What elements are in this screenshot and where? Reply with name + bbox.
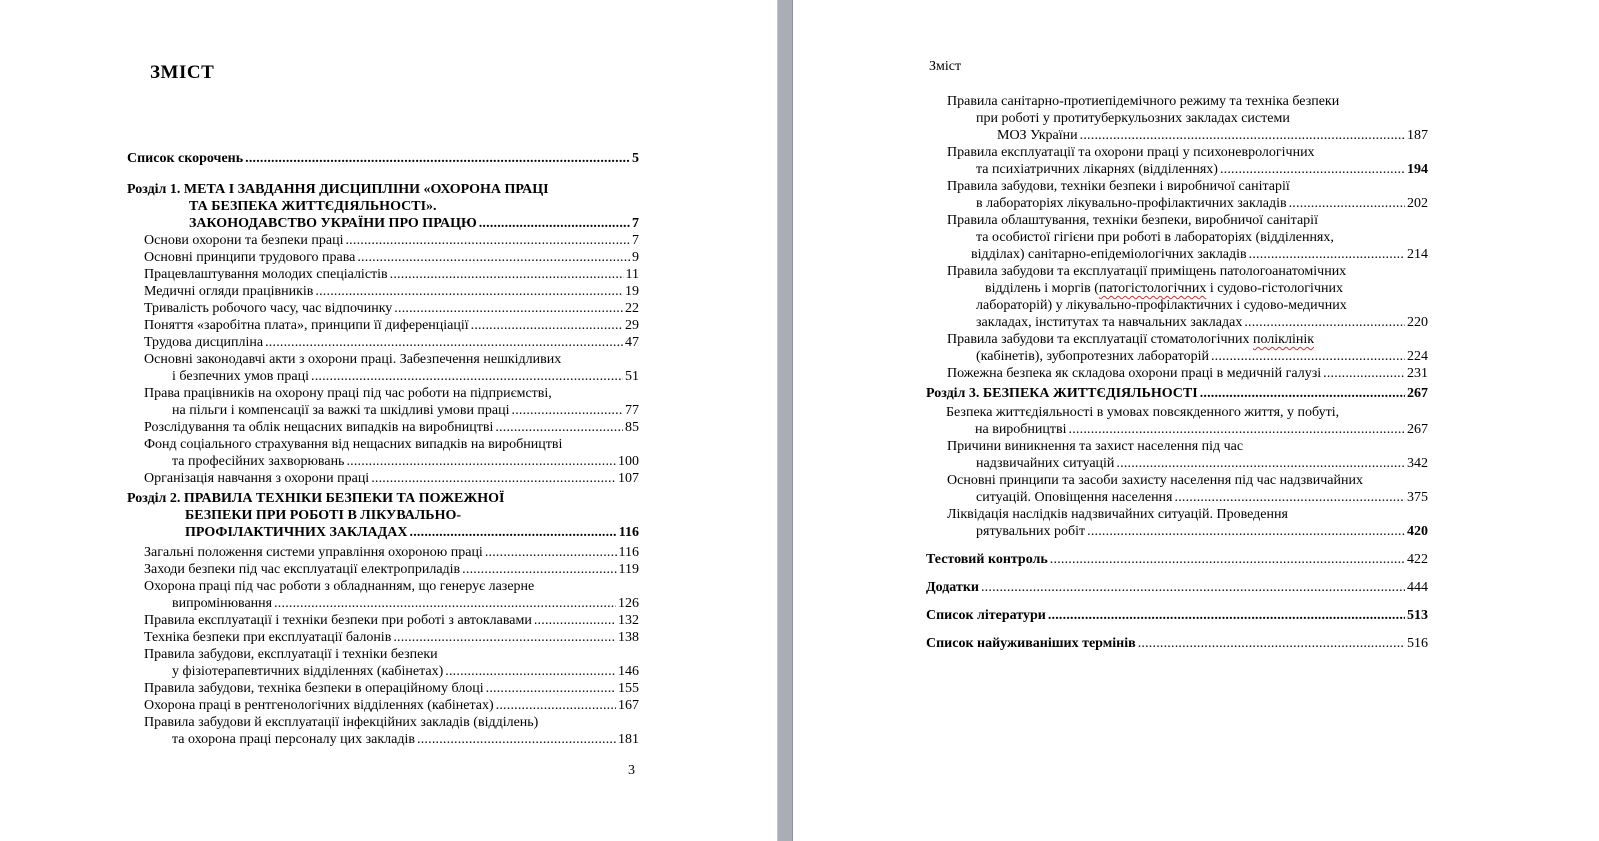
toc-entry-text: Тривалість робочого часу, час відпочинку bbox=[144, 301, 393, 316]
dot-leader bbox=[1289, 195, 1405, 212]
toc-entry bbox=[127, 436, 639, 470]
toc-entry-line bbox=[947, 297, 1428, 314]
toc-page-number: 342 bbox=[1407, 456, 1428, 471]
spellcheck-flag: патогістологічних bbox=[1098, 281, 1207, 296]
toc-entry-line bbox=[144, 663, 639, 680]
dot-leader bbox=[265, 334, 623, 351]
toc-entry-line bbox=[144, 578, 639, 595]
toc-entry-line bbox=[947, 314, 1428, 331]
toc-entry-line bbox=[947, 93, 1428, 110]
toc-entry-text: Основні принципи та засоби захисту населення під час надзвичайних bbox=[947, 473, 1363, 488]
toc-entry-line bbox=[947, 348, 1428, 365]
toc-page-number: 100 bbox=[618, 454, 639, 469]
dot-leader bbox=[274, 595, 616, 612]
toc-page-number: 516 bbox=[1407, 636, 1428, 651]
toc-page-number: 220 bbox=[1407, 315, 1428, 330]
toc-entry-line bbox=[144, 368, 639, 385]
toc-page-number: 47 bbox=[625, 335, 639, 350]
toc-entry-text: Список скорочень bbox=[127, 151, 244, 166]
toc-entry bbox=[926, 178, 1428, 212]
toc-page-number: 181 bbox=[618, 732, 639, 747]
toc-entry-text: Основні законодавчі акти з охорони праці. Забезпечення нешкідливих bbox=[144, 352, 562, 367]
toc-page-number: 85 bbox=[625, 420, 639, 435]
toc-entry-text: Ліквідація наслідків надзвичайних ситуацій. Проведення bbox=[947, 507, 1288, 522]
toc-page-number: 155 bbox=[618, 681, 639, 696]
toc-entry bbox=[926, 385, 1428, 402]
toc-page-number: 116 bbox=[618, 525, 639, 540]
toc-entry-line bbox=[947, 523, 1428, 540]
dot-leader bbox=[1323, 365, 1405, 382]
toc-entry-line bbox=[947, 331, 1428, 348]
toc-entry-text: та психіатричних лікарнях (відділеннях) bbox=[976, 162, 1218, 177]
toc-entry-line bbox=[144, 266, 639, 283]
toc-entry-line bbox=[127, 198, 639, 215]
toc-entry-line bbox=[926, 551, 1428, 568]
toc-entry-text: Розділ 2. ПРАВИЛА ТЕХНІКИ БЕЗПЕКИ ТА ПОЖЕЖНОЇ bbox=[127, 491, 505, 506]
toc-page-number: 187 bbox=[1407, 128, 1428, 143]
toc-entry-line bbox=[144, 385, 639, 402]
toc-entry-text: і безпечних умов праці bbox=[172, 369, 309, 384]
dot-leader bbox=[534, 612, 616, 629]
dot-leader bbox=[417, 731, 616, 748]
toc-entry-line bbox=[926, 635, 1428, 652]
toc-page-number: 513 bbox=[1407, 608, 1428, 623]
dot-leader bbox=[345, 232, 630, 249]
toc-entry-text: (кабінетів), зубопротезних лабораторій bbox=[976, 349, 1209, 364]
toc-entry-text: в лабораторіях лікувально-профілактичних закладів bbox=[976, 196, 1287, 211]
toc-entry-text: відділах) санітарно-епідеміологічних закладів bbox=[971, 247, 1247, 262]
toc-entry-text: Поняття «заробітна плата», принципи її диференціації bbox=[144, 318, 469, 333]
toc-entry-text: закладах, інститутах та навчальних закладах bbox=[976, 315, 1243, 330]
toc-entry bbox=[127, 181, 639, 232]
page-title: ЗМІСТ bbox=[150, 62, 215, 83]
spellcheck-flag: поліклінік bbox=[1253, 332, 1315, 347]
dot-leader bbox=[1211, 348, 1405, 365]
toc-entry-text: рятувальних робіт bbox=[976, 524, 1086, 539]
document-page-right bbox=[793, 0, 1599, 841]
toc-entry bbox=[926, 635, 1428, 652]
toc-entry bbox=[127, 561, 639, 578]
toc-entry-text: Додатки bbox=[926, 580, 979, 595]
toc-entry bbox=[127, 232, 639, 249]
page-separator bbox=[777, 0, 793, 841]
toc-entry-text: Правила забудови, техніка безпеки в операційному блоці bbox=[144, 681, 484, 696]
toc-entry-line bbox=[144, 402, 639, 419]
dot-leader bbox=[1200, 385, 1405, 402]
toc-entry-line bbox=[127, 181, 639, 198]
toc-entry-line bbox=[127, 507, 639, 524]
toc-entry-text: випромінювання bbox=[172, 596, 273, 611]
toc-page-number: 146 bbox=[618, 664, 639, 679]
toc-entry bbox=[127, 385, 639, 419]
toc-page-number: 422 bbox=[1407, 552, 1428, 567]
toc-entry bbox=[127, 646, 639, 680]
toc-entry bbox=[926, 404, 1428, 438]
toc-page-number: 119 bbox=[618, 562, 639, 577]
toc-entry-text: надзвичайних ситуацій bbox=[976, 456, 1115, 471]
toc-entry-line bbox=[144, 561, 639, 578]
toc-entry bbox=[926, 506, 1428, 540]
toc-entry-line bbox=[947, 195, 1428, 212]
toc-entry-text: лабораторій) у лікувально-профілактичних і судово-медичних bbox=[976, 298, 1347, 313]
dot-leader bbox=[1244, 314, 1405, 331]
dot-leader bbox=[1087, 523, 1405, 540]
toc-entry bbox=[926, 472, 1428, 506]
toc-entry-text: Заходи безпеки під час експлуатації електроприладів bbox=[144, 562, 461, 577]
toc-entry-line bbox=[926, 385, 1428, 402]
toc-entry-line bbox=[127, 215, 639, 232]
toc-page-number: 132 bbox=[618, 613, 639, 628]
toc-entry bbox=[926, 438, 1428, 472]
toc-page-number: 375 bbox=[1407, 490, 1428, 505]
toc-entry-line bbox=[947, 506, 1428, 523]
toc-entry-line bbox=[947, 127, 1428, 144]
toc-entry-line bbox=[144, 629, 639, 646]
toc-entry-line bbox=[947, 365, 1428, 382]
toc-entry-line bbox=[127, 524, 639, 541]
toc-entry bbox=[127, 283, 639, 300]
dot-leader bbox=[245, 150, 630, 167]
dot-leader bbox=[1249, 246, 1405, 263]
toc-page-number: 7 bbox=[632, 233, 639, 248]
toc-entry-text: Працевлаштування молодих спеціалістів bbox=[144, 267, 388, 282]
dot-leader bbox=[485, 544, 617, 561]
toc-page-number: 420 bbox=[1407, 524, 1428, 539]
toc-entry bbox=[127, 470, 639, 487]
toc-page-number: 9 bbox=[632, 250, 639, 265]
toc-entry-line bbox=[947, 246, 1428, 263]
toc-entry-text: Правила забудови та експлуатації приміщень патологоанатомічних bbox=[947, 264, 1347, 279]
toc-entry bbox=[926, 365, 1428, 382]
toc-entry-text: Правила забудови та експлуатації стоматологічних поліклінік bbox=[947, 332, 1315, 347]
toc-entry-line bbox=[127, 490, 639, 507]
toc-entry-text: Правила експлуатації і техніки безпеки при роботі з автоклавами bbox=[144, 613, 532, 628]
toc-page-number: 11 bbox=[625, 267, 639, 282]
dot-leader bbox=[371, 470, 616, 487]
toc-entry-text: МОЗ України bbox=[997, 128, 1078, 143]
toc-page-number: 5 bbox=[632, 151, 639, 166]
toc-page-number: 214 bbox=[1407, 247, 1428, 262]
toc-entry-line bbox=[947, 472, 1428, 489]
toc-entry-text: Фонд соціального страхування від нещасних випадків на виробництві bbox=[144, 437, 563, 452]
toc-entry-line bbox=[144, 595, 639, 612]
toc-entry bbox=[127, 544, 639, 561]
toc-entry bbox=[127, 680, 639, 697]
toc-page-number: 167 bbox=[618, 698, 639, 713]
page-number: 3 bbox=[628, 763, 635, 778]
toc-entry-line bbox=[144, 300, 639, 317]
toc-page-number: 267 bbox=[1407, 422, 1428, 437]
toc-entry bbox=[127, 266, 639, 283]
toc-entry-text: Тестовий контроль bbox=[926, 552, 1048, 567]
toc-entry-line bbox=[127, 150, 639, 167]
toc-entry-text: Техніка безпеки при експлуатації балонів bbox=[144, 630, 392, 645]
toc-entry-text: Список літератури bbox=[926, 608, 1046, 623]
toc-entry bbox=[926, 93, 1428, 144]
dot-leader bbox=[445, 663, 616, 680]
toc-entry-line bbox=[947, 263, 1428, 280]
toc-entry-line bbox=[144, 351, 639, 368]
toc-entry-text: Охорона праці під час роботи з обладнанням, що генерує лазерне bbox=[144, 579, 535, 594]
dot-leader bbox=[390, 266, 624, 283]
toc-entry bbox=[127, 351, 639, 385]
dot-leader bbox=[496, 697, 616, 714]
toc-page-number: 29 bbox=[625, 318, 639, 333]
toc-entry-text: Правила санітарно-протиепідемічного режиму та техніка безпеки bbox=[947, 94, 1340, 109]
dot-leader bbox=[394, 300, 623, 317]
dot-leader bbox=[981, 579, 1405, 596]
toc-entry-text: при роботі у протитуберкульозних закладах системи bbox=[976, 111, 1290, 126]
toc-entry-line bbox=[947, 161, 1428, 178]
toc-entry-text: Пожежна безпека як складова охорони праці в медичній галузі bbox=[947, 366, 1322, 381]
toc-entry-line bbox=[144, 731, 639, 748]
toc-entry-line bbox=[947, 489, 1428, 506]
toc-entry-text: Список найуживаніших термінів bbox=[926, 636, 1136, 651]
toc-entry bbox=[127, 419, 639, 436]
dot-leader bbox=[393, 629, 616, 646]
toc-entry bbox=[127, 249, 639, 266]
toc-entry-line bbox=[947, 144, 1428, 161]
toc-entry-text: Правила забудови, техніки безпеки і виробничої санітарії bbox=[947, 179, 1290, 194]
toc-entry-line bbox=[144, 453, 639, 470]
dot-leader bbox=[1138, 635, 1405, 652]
toc-entry bbox=[127, 697, 639, 714]
dot-leader bbox=[495, 419, 623, 436]
toc-entry bbox=[926, 579, 1428, 596]
toc-page-number: 231 bbox=[1407, 366, 1428, 381]
toc-page-number: 51 bbox=[625, 369, 639, 384]
toc-entry bbox=[127, 612, 639, 629]
dot-leader bbox=[486, 680, 616, 697]
toc-entry bbox=[127, 578, 639, 612]
dot-leader bbox=[346, 453, 616, 470]
toc-page-number: 19 bbox=[625, 284, 639, 299]
toc-entry-line bbox=[947, 455, 1428, 472]
toc-entry-line bbox=[947, 438, 1428, 455]
toc-entry bbox=[926, 551, 1428, 568]
toc-entry-line bbox=[947, 229, 1428, 246]
toc-entry-line bbox=[144, 544, 639, 561]
dot-leader bbox=[1116, 455, 1405, 472]
toc-entry-line bbox=[144, 249, 639, 266]
toc-entry-text: Охорона праці в рентгенологічних відділеннях (кабінетах) bbox=[144, 698, 494, 713]
toc-page-number: 224 bbox=[1407, 349, 1428, 364]
toc-entry-text: відділень і моргів (патогістологічних і судово-гістологічних bbox=[985, 281, 1343, 296]
document-page-left bbox=[0, 0, 777, 841]
toc-entry bbox=[127, 150, 639, 167]
toc-entry-text: Медичні огляди працівників bbox=[144, 284, 314, 299]
toc-entry bbox=[926, 331, 1428, 365]
toc-entry-text: Основні принципи трудового права bbox=[144, 250, 356, 265]
toc-entry-line bbox=[144, 680, 639, 697]
toc-page-number: 116 bbox=[618, 545, 639, 560]
toc-entry-text: БЕЗПЕКИ ПРИ РОБОТІ В ЛІКУВАЛЬНО- bbox=[185, 508, 462, 523]
toc-entry-line bbox=[947, 212, 1428, 229]
toc-page-number: 202 bbox=[1407, 196, 1428, 211]
toc-entry-text: Розділ 1. МЕТА І ЗАВДАННЯ ДИСЦИПЛІНИ «ОХОРОНА ПРАЦІ bbox=[127, 182, 549, 197]
toc-entry-text: ТА БЕЗПЕКА ЖИТТЄДІЯЛЬНОСТІ». bbox=[189, 199, 437, 214]
toc-page-number: 22 bbox=[625, 301, 639, 316]
dot-leader bbox=[315, 283, 623, 300]
dot-leader bbox=[512, 402, 623, 419]
dot-leader bbox=[1050, 551, 1405, 568]
dot-leader bbox=[357, 249, 630, 266]
toc-entry-text: Розділ 3. БЕЗПЕКА ЖИТТЄДІЯЛЬНОСТІ bbox=[926, 386, 1198, 401]
dot-leader bbox=[1175, 489, 1406, 506]
toc-entry bbox=[127, 300, 639, 317]
toc-page-number: 267 bbox=[1407, 386, 1428, 401]
toc-entry-line bbox=[946, 404, 1428, 421]
table-of-contents-right bbox=[926, 93, 1428, 652]
toc-entry-text: у фізіотерапевтичних відділеннях (кабінетах) bbox=[172, 664, 444, 679]
toc-entry-text: ситуацій. Оповіщення населення bbox=[976, 490, 1173, 505]
toc-entry-text: Організація навчання з охорони праці bbox=[144, 471, 370, 486]
toc-entry-text: та особистої гігієни при роботі в лабораторіях (відділеннях, bbox=[976, 230, 1334, 245]
dot-leader bbox=[1220, 161, 1405, 178]
toc-entry-text: та професійних захворювань bbox=[172, 454, 345, 469]
toc-entry-line bbox=[144, 436, 639, 453]
toc-entry bbox=[926, 263, 1428, 331]
dot-leader bbox=[471, 317, 623, 334]
toc-entry-text: на пільги і компенсації за важкі та шкідливі умови праці bbox=[172, 403, 510, 418]
toc-page-number: 138 bbox=[618, 630, 639, 645]
toc-entry-line bbox=[144, 419, 639, 436]
toc-entry-text: Основи охорони та безпеки праці bbox=[144, 233, 344, 248]
toc-page-number: 77 bbox=[625, 403, 639, 418]
toc-entry-line bbox=[144, 334, 639, 351]
toc-entry-text: Загальні положення системи управління охороною праці bbox=[144, 545, 483, 560]
toc-entry-text: ЗАКОНОДАВСТВО УКРАЇНИ ПРО ПРАЦЮ bbox=[189, 216, 477, 231]
toc-page-number: 126 bbox=[618, 596, 639, 611]
toc-entry-line bbox=[144, 470, 639, 487]
toc-entry-line bbox=[144, 612, 639, 629]
toc-page-number: 194 bbox=[1407, 162, 1428, 177]
toc-entry-text: Правила забудови, експлуатації і техніки безпеки bbox=[144, 647, 438, 662]
toc-entry-line bbox=[947, 280, 1428, 297]
dot-leader bbox=[462, 561, 616, 578]
toc-entry-line bbox=[144, 232, 639, 249]
toc-entry-line bbox=[946, 421, 1428, 438]
dot-leader bbox=[311, 368, 623, 385]
toc-entry-text: Права працівників на охорону праці під час роботи на підприємстві, bbox=[144, 386, 552, 401]
toc-entry-line bbox=[926, 579, 1428, 596]
table-of-contents-left bbox=[127, 150, 639, 748]
toc-entry bbox=[926, 607, 1428, 624]
toc-entry-line bbox=[144, 697, 639, 714]
toc-entry-line bbox=[947, 178, 1428, 195]
toc-entry-text: на виробництві bbox=[975, 422, 1067, 437]
toc-entry-text: ПРОФІЛАКТИЧНИХ ЗАКЛАДАХ bbox=[185, 525, 408, 540]
toc-entry bbox=[127, 334, 639, 351]
toc-entry-text: Трудова дисципліна bbox=[144, 335, 264, 350]
dot-leader bbox=[1048, 607, 1405, 624]
toc-entry-line bbox=[144, 283, 639, 300]
toc-entry-text: та охорона праці персоналу цих закладів bbox=[172, 732, 416, 747]
toc-entry-text: Безпека життєдіяльності в умовах повсякденного життя, у побуті, bbox=[946, 405, 1340, 420]
toc-entry-line bbox=[947, 110, 1428, 127]
toc-entry-line bbox=[144, 646, 639, 663]
dot-leader bbox=[479, 215, 630, 232]
toc-page-number: 7 bbox=[632, 216, 639, 231]
toc-page-number: 444 bbox=[1407, 580, 1428, 595]
toc-entry bbox=[127, 629, 639, 646]
toc-page-number: 107 bbox=[618, 471, 639, 486]
toc-entry-text: Причини виникнення та захист населення під час bbox=[947, 439, 1244, 454]
toc-entry bbox=[127, 490, 639, 541]
toc-entry bbox=[127, 317, 639, 334]
running-header: Зміст bbox=[929, 59, 962, 74]
toc-entry-text: Правила експлуатації та охорони праці у психоневрологічних bbox=[947, 145, 1315, 160]
dot-leader bbox=[1080, 127, 1405, 144]
toc-entry bbox=[127, 714, 639, 748]
toc-entry-line bbox=[926, 607, 1428, 624]
toc-entry-text: Правила облаштування, техніки безпеки, виробничої санітарії bbox=[947, 213, 1318, 228]
toc-entry-text: Розслідування та облік нещасних випадків на виробництві bbox=[144, 420, 494, 435]
toc-entry bbox=[926, 144, 1428, 178]
toc-entry-line bbox=[144, 317, 639, 334]
dot-leader bbox=[410, 524, 617, 541]
toc-entry bbox=[926, 212, 1428, 263]
toc-entry-text: Правила забудови й експлуатації інфекційних закладів (відділень) bbox=[144, 715, 539, 730]
toc-entry-line bbox=[144, 714, 639, 731]
dot-leader bbox=[1069, 421, 1405, 438]
